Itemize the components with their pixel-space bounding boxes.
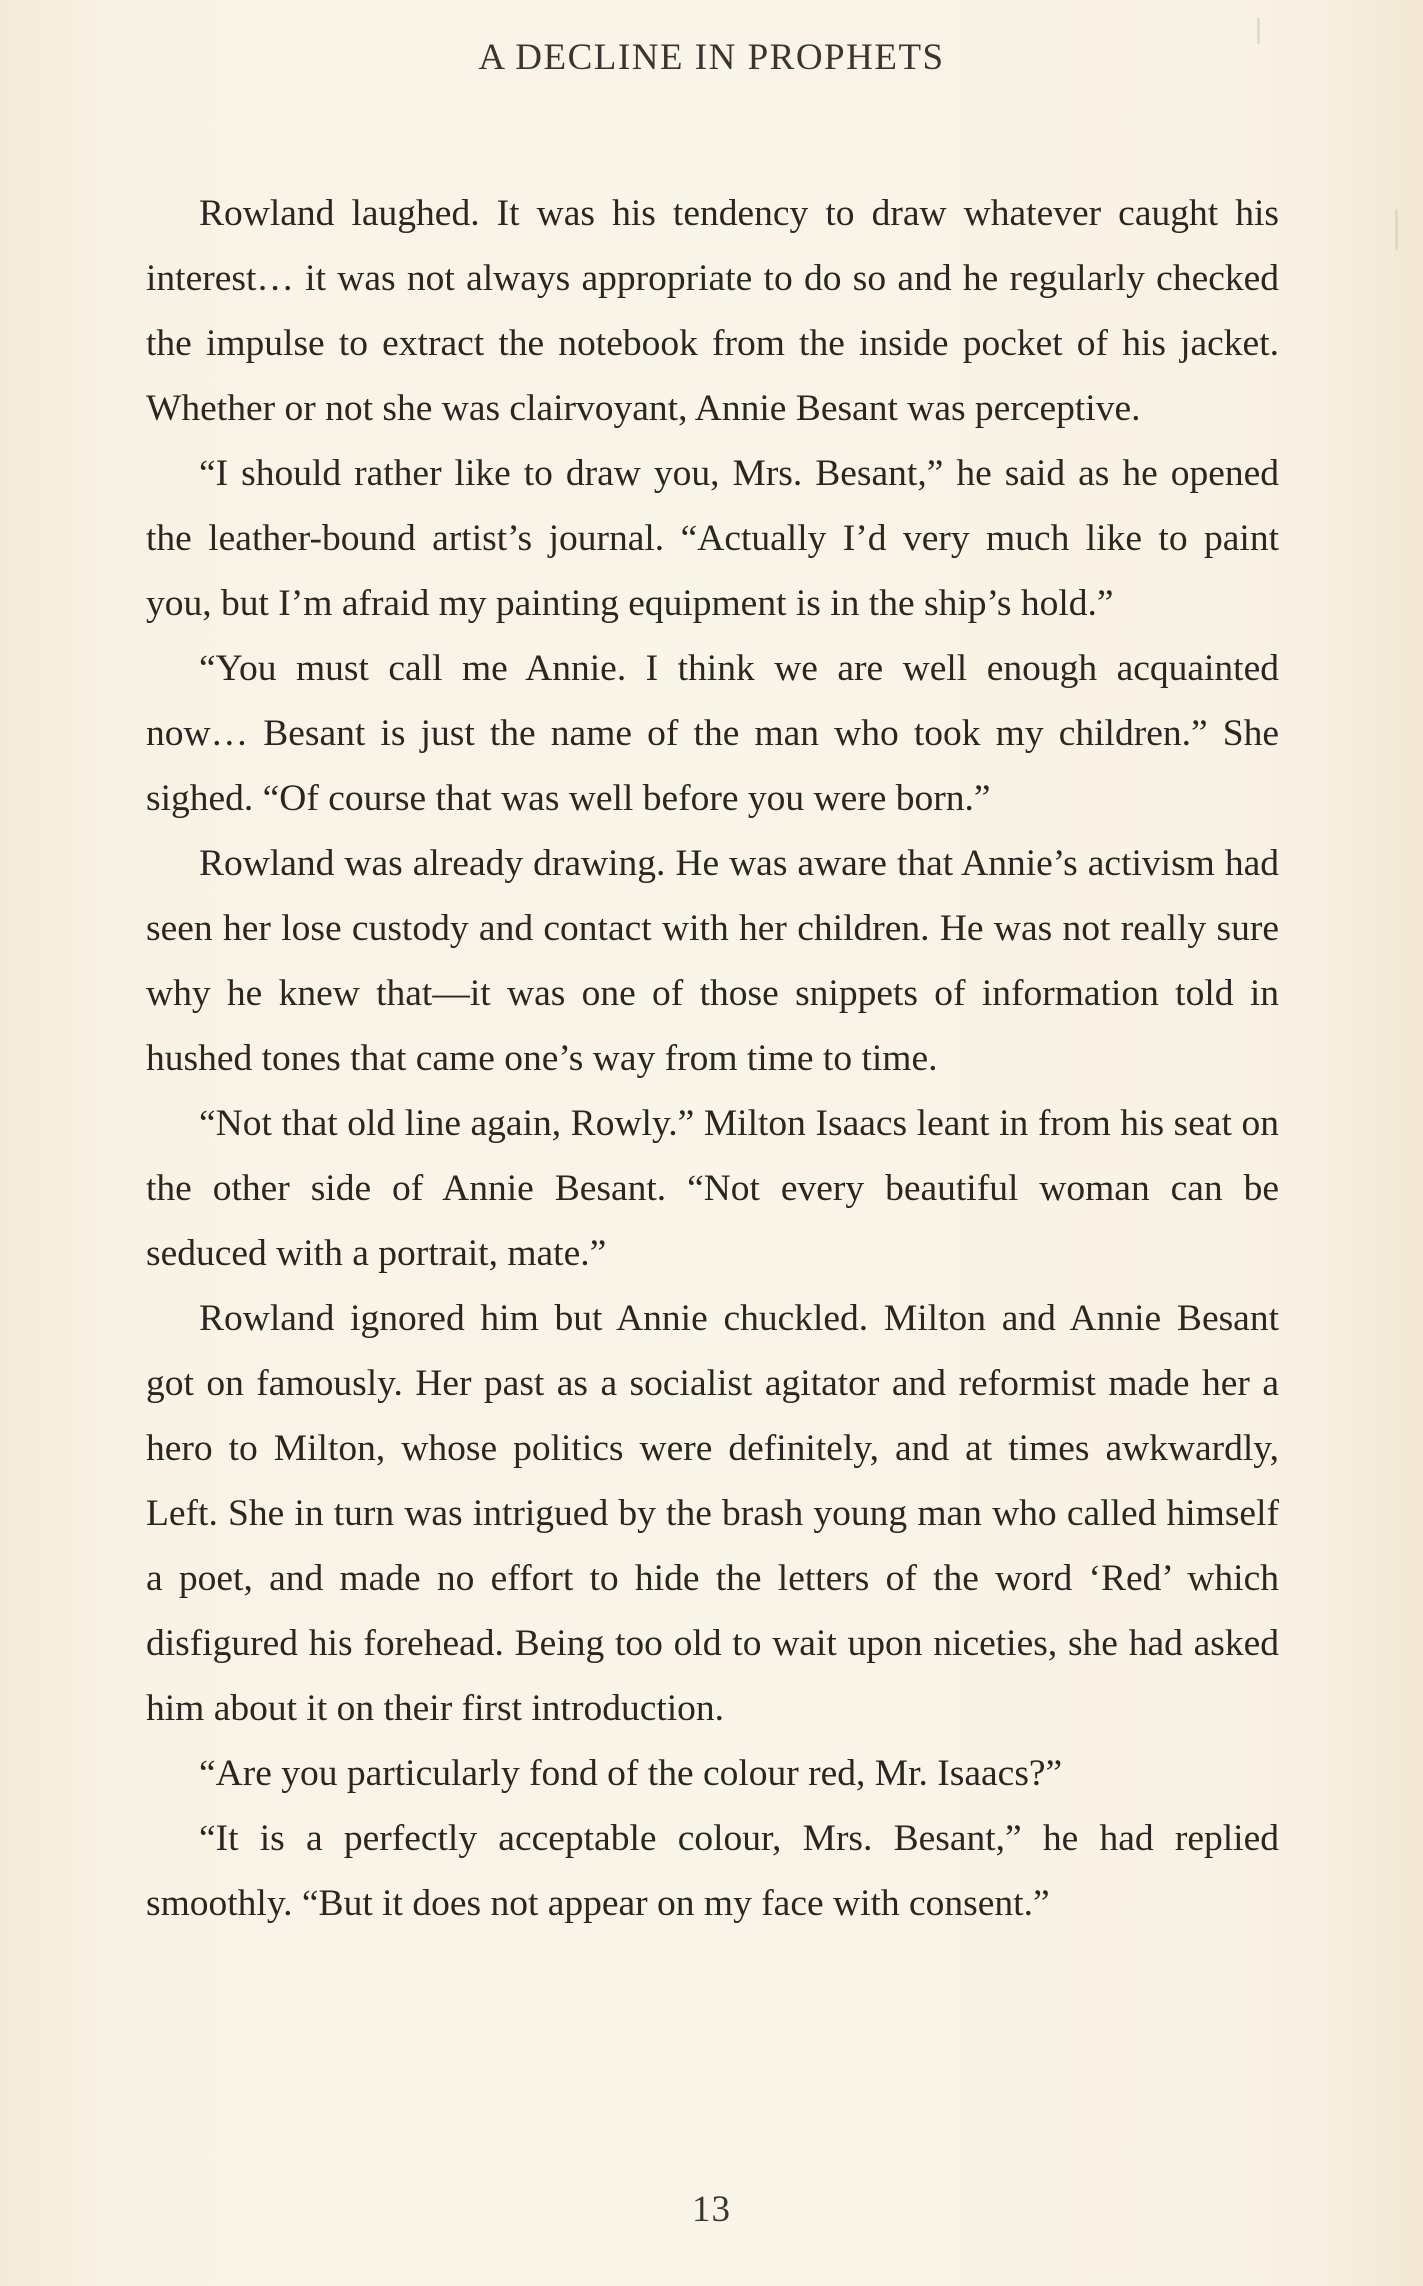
paragraph: “It is a perfectly acceptable colour, Mrs. Besant,” he had replied smoothly. “But it does not appear on my face with consent.” [146, 1818, 1279, 1924]
paragraph: “Are you particularly fond of the colour red, Mr. Isaacs?” [199, 1753, 1063, 1794]
paragraph: “I should rather like to draw you, Mrs. Besant,” he said as he opened the leather-bound artist’s journal. “Actually I’d very much like to paint you, but I’m afraid my painting equipment is in the ship’s hold.” [146, 453, 1279, 624]
paragraph: Rowland laughed. It was his tendency to draw whatever caught his interest… it was not always appropriate to do so and he regularly checked the impulse to extract the notebook from the inside pocket of his jacket. Whether or not she was clairvoyant, Annie Besant was perceptive. [146, 193, 1279, 429]
paragraph: “You must call me Annie. I think we are well enough acquainted now… Besant is just the name of the man who took my children.” She sighed. “Of course that was well before you were born.” [146, 648, 1279, 819]
page-number: 13 [692, 2189, 731, 2230]
body-text [146, 181, 1279, 1936]
paragraph: “Not that old line again, Rowly.” Milton Isaacs leant in from his seat on the other side of Annie Besant. “Not every beautiful woman can be seduced with a portrait, mate.” [146, 1103, 1279, 1274]
running-head: A DECLINE IN PROPHETS [478, 37, 945, 78]
paragraph: Rowland ignored him but Annie chuckled. Milton and Annie Besant got on famously. Her past as a socialist agitator and reformist made her a hero to Milton, whose politics were definitely, and at times awkwardly, Left. She in turn was intrigued by the brash young man who called himself a poet, and made no effort to hide the letters of the word ‘Red’ which disfigured his forehead. Being too old to wait upon niceties, she had asked him about it on their first introduction. [146, 1298, 1279, 1729]
paragraph: Rowland was already drawing. He was aware that Annie’s activism had seen her lose custody and contact with her children. He was not really sure why he knew that—it was one of those snippets of information told in hushed tones that came one’s way from time to time. [146, 843, 1279, 1079]
paper-speck [1395, 210, 1398, 250]
